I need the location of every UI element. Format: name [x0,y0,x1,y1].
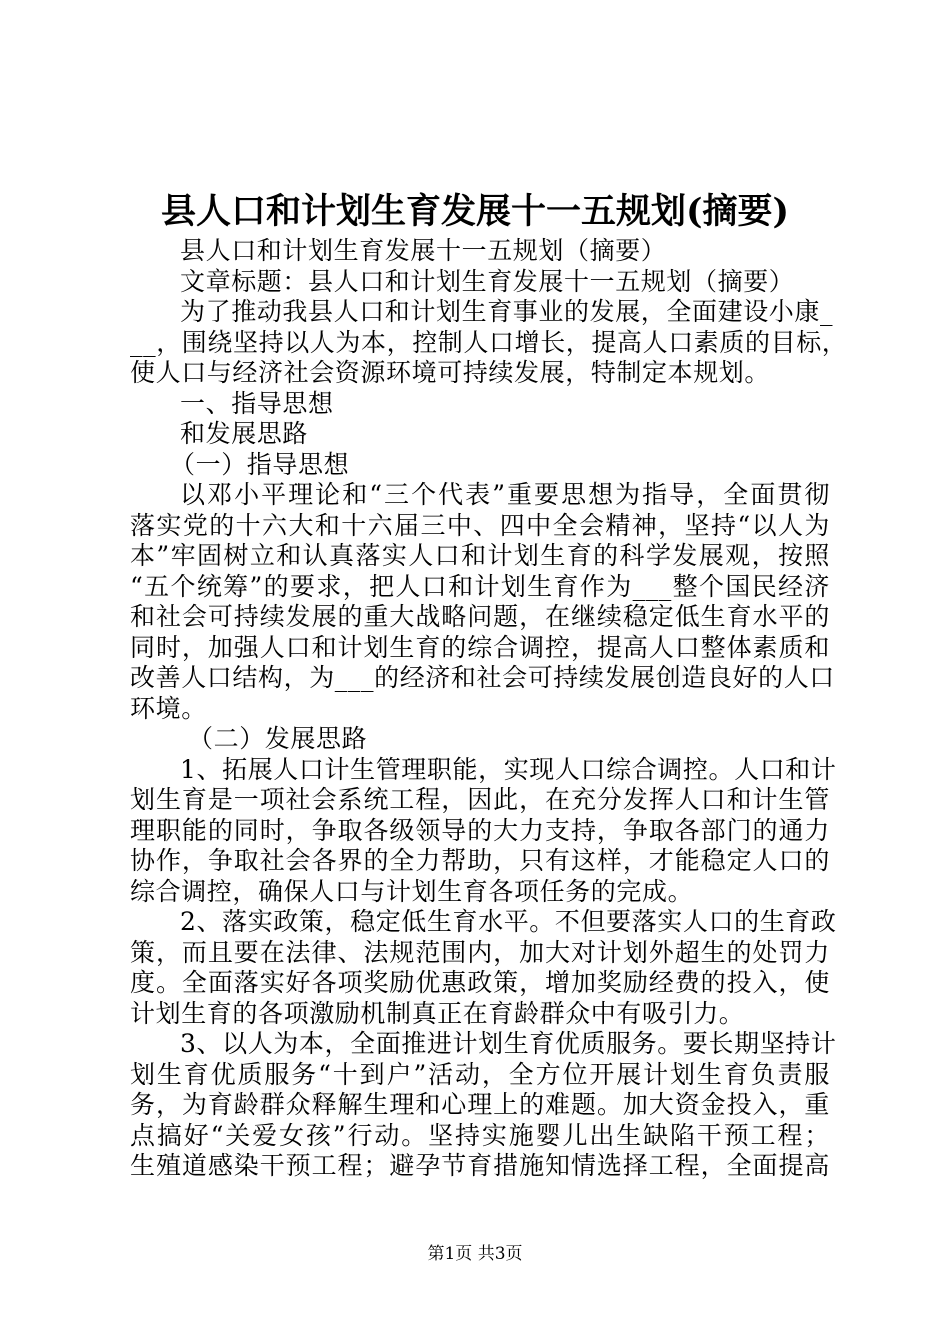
text-line: 使人口与经济社会资源环境可持续发展，特制定本规划。 [130,358,771,387]
text-line: 计划生育的各项激励机制真正在育龄群众中有吸引力。 [130,998,745,1028]
text-line: 理职能的同时，争取各级领导的大力支持，争取各部门的通力 [130,815,830,845]
subsection-heading: （一）指导思想 [170,449,350,479]
text-line: 文章标题：县人口和计划生育发展十一五规划（摘要） [180,266,795,296]
section-heading: 一、指导思想 [180,388,334,418]
text-line: 务，为育龄群众释解生理和心理上的难题。加大资金投入，重 [130,1090,830,1119]
text-line: 点搞好“关爱女孩”行动。坚持实施婴儿出生缺陷干预工程； [130,1120,830,1150]
subsection-heading: （二）发展思路 [188,724,368,753]
text-line: 落实党的十六大和十六届三中、四中全会精神，坚持“以人为 [130,510,830,540]
text-line: 划生育是一项社会系统工程，因此，在充分发挥人口和计生管 [130,785,830,814]
text-line: 3、以人为本，全面推进计划生育优质服务。要长期坚持计 [180,1029,837,1058]
text-line: __，围绕坚持以人为本，控制人口增长，提高人口素质的目标， [130,327,848,357]
text-line: 改善人口结构，为___的经济和社会可持续发展创造良好的人口 [130,663,835,692]
text-line: 同时，加强人口和计划生育的综合调控，提高人口整体素质和 [130,632,830,662]
text-line: 县人口和计划生育发展十一五规划（摘要） [180,236,667,265]
page-footer: 第1页 共3页 [427,1244,523,1264]
text-line: 1、拓展人口计生管理职能，实现人口综合调控。人口和计 [180,754,837,784]
section-heading: 和发展思路 [180,419,309,448]
text-line: 综合调控，确保人口与计划生育各项任务的完成。 [130,876,694,906]
text-line: 环境。 [130,693,207,723]
text-line: 2、落实政策，稳定低生育水平。不但要落实人口的生育政 [180,907,837,936]
text-line: 划生育优质服务“十到户”活动，全方位开展计划生育负责服 [130,1059,830,1089]
text-line: 本”牢固树立和认真落实人口和计划生育的科学发展观，按照 [130,541,830,570]
text-line: 和社会可持续发展的重大战略问题，在继续稳定低生育水平的 [130,602,830,631]
text-line: 度。全面落实好各项奖励优惠政策，增加奖励经费的投入，使 [130,968,830,997]
text-line: 协作，争取社会各界的全力帮助，只有这样，才能稳定人口的 [130,846,830,875]
text-line: 生殖道感染干预工程；避孕节育措施知情选择工程，全面提高 [130,1151,830,1180]
text-line: 为了推动我县人口和计划生育事业的发展，全面建设小康_ [180,297,834,326]
document-body [130,236,848,1182]
text-line: 以邓小平理论和“三个代表”重要思想为指导，全面贯彻 [180,480,830,509]
document-title: 县人口和计划生育发展十一五规划(摘要) [160,191,790,232]
text-line: 策，而且要在法律、法规范围内，加大对计划外超生的处罚力 [130,937,830,967]
text-line: “五个统筹”的要求，把人口和计划生育作为___整个国民经济 [130,571,830,601]
